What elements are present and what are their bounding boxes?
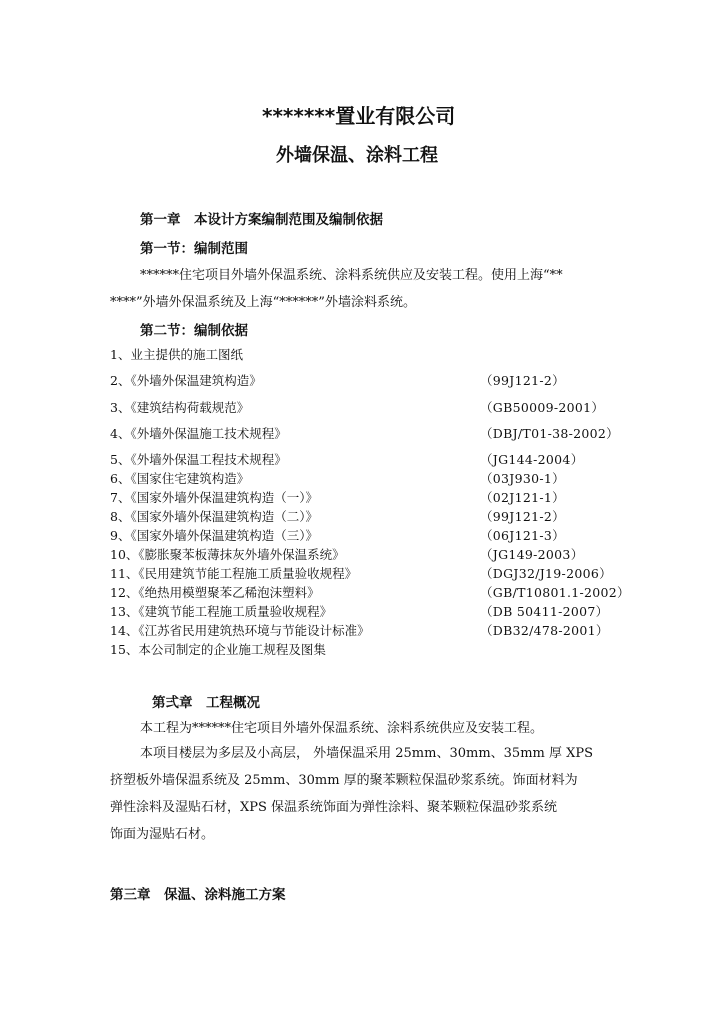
list-item (110, 424, 630, 442)
list-item (110, 564, 630, 582)
chapter2-para2-line4: 饰面为湿贴石材。 (110, 827, 215, 842)
list-item (110, 602, 630, 620)
chapter1-heading: 第一章 本设计方案编制范围及编制依据 (140, 212, 383, 228)
reference-code: （GB50009-2001） (480, 400, 605, 415)
reference-title: 6、《国家住宅建筑构造》 (110, 471, 250, 486)
list-item (110, 371, 630, 389)
chapter2-para1: 本工程为******住宅项目外墙外保温系统、涂料系统供应及安装工程。 (140, 721, 544, 736)
reference-title: 14、《江苏省民用建筑热环境与节能设计标准》 (110, 623, 370, 638)
list-item (110, 488, 630, 506)
reference-title: 1、业主提供的施工图纸 (110, 347, 243, 362)
list-item (110, 345, 630, 363)
reference-title: 13、《建筑节能工程施工质量验收规程》 (110, 604, 333, 619)
section2-heading: 第二节：编制依据 (140, 323, 248, 339)
reference-title: 15、本公司制定的企业施工规程及图集 (110, 642, 326, 657)
reference-code: （02J121-1） (480, 490, 565, 505)
reference-code: （DBJ/T01-38-2002） (480, 426, 619, 441)
reference-title: 8、《国家外墙外保温建筑构造（二）》 (110, 509, 318, 524)
list-item (110, 583, 630, 601)
chapter2-para2-line2: 挤塑板外墙保温系统及 25mm、30mm 厚的聚苯颗粒保温砂浆系统。饰面材料为 (110, 773, 578, 788)
reference-code: （JG144-2004） (480, 452, 584, 467)
reference-title: 4、《外墙外保温施工技术规程》 (110, 426, 287, 441)
list-item (110, 526, 630, 544)
list-item (110, 621, 630, 639)
reference-title: 7、《国家外墙外保温建筑构造（一）》 (110, 490, 318, 505)
reference-title: 5、《外墙外保温工程技术规程》 (110, 452, 287, 467)
reference-title: 3、《建筑结构荷载规范》 (110, 400, 250, 415)
section1-para-line1: ******住宅项目外墙外保温系统、涂料系统供应及安装工程。使用上海“** (140, 268, 563, 283)
chapter2-para2-line1: 本项目楼层为多层及小高层， 外墙保温采用 25mm、30mm、35mm 厚 XPS (140, 746, 594, 761)
reference-code: （GB/T10801.1-2002） (480, 585, 630, 600)
reference-code: （99J121-2） (480, 509, 565, 524)
reference-code: （06J121-3） (480, 528, 565, 543)
chapter3-heading: 第三章 保温、涂料施工方案 (110, 887, 286, 903)
reference-title: 2、《外墙外保温建筑构造》 (110, 373, 262, 388)
project-title: 外墙保温、涂料工程 (276, 145, 438, 166)
reference-code: （DB32/478-2001） (480, 623, 609, 638)
reference-title: 9、《国家外墙外保温建筑构造（三）》 (110, 528, 318, 543)
chapter2-para2-line3: 弹性涂料及湿贴石材，XPS 保温系统饰面为弹性涂料、聚苯颗粒保温砂浆系统 (110, 800, 558, 815)
section1-heading: 第一节：编制范围 (140, 241, 248, 257)
reference-code: （DGJ32/J19-2006） (480, 566, 612, 581)
reference-code: （99J121-2） (480, 373, 565, 388)
list-item (110, 640, 630, 658)
list-item (110, 450, 630, 468)
list-item (110, 469, 630, 487)
chapter2-heading: 第弍章 工程概况 (152, 695, 260, 711)
reference-code: （JG149-2003） (480, 547, 584, 562)
reference-title: 11、《民用建筑节能工程施工质量验收规程》 (110, 566, 358, 581)
list-item (110, 545, 630, 563)
section1-para-line2: ****”外墙外保温系统及上海“******”外墙涂料系统。 (110, 295, 416, 310)
list-item (110, 398, 630, 416)
reference-code: （DB 50411-2007） (480, 604, 609, 619)
list-item (110, 507, 630, 525)
reference-code: （03J930-1） (480, 471, 565, 486)
company-title: *******置业有限公司 (262, 104, 456, 128)
reference-title: 10、《膨胀聚苯板薄抹灰外墙外保温系统》 (110, 547, 345, 562)
reference-title: 12、《绝热用模塑聚苯乙稀泡沫塑料》 (110, 585, 320, 600)
